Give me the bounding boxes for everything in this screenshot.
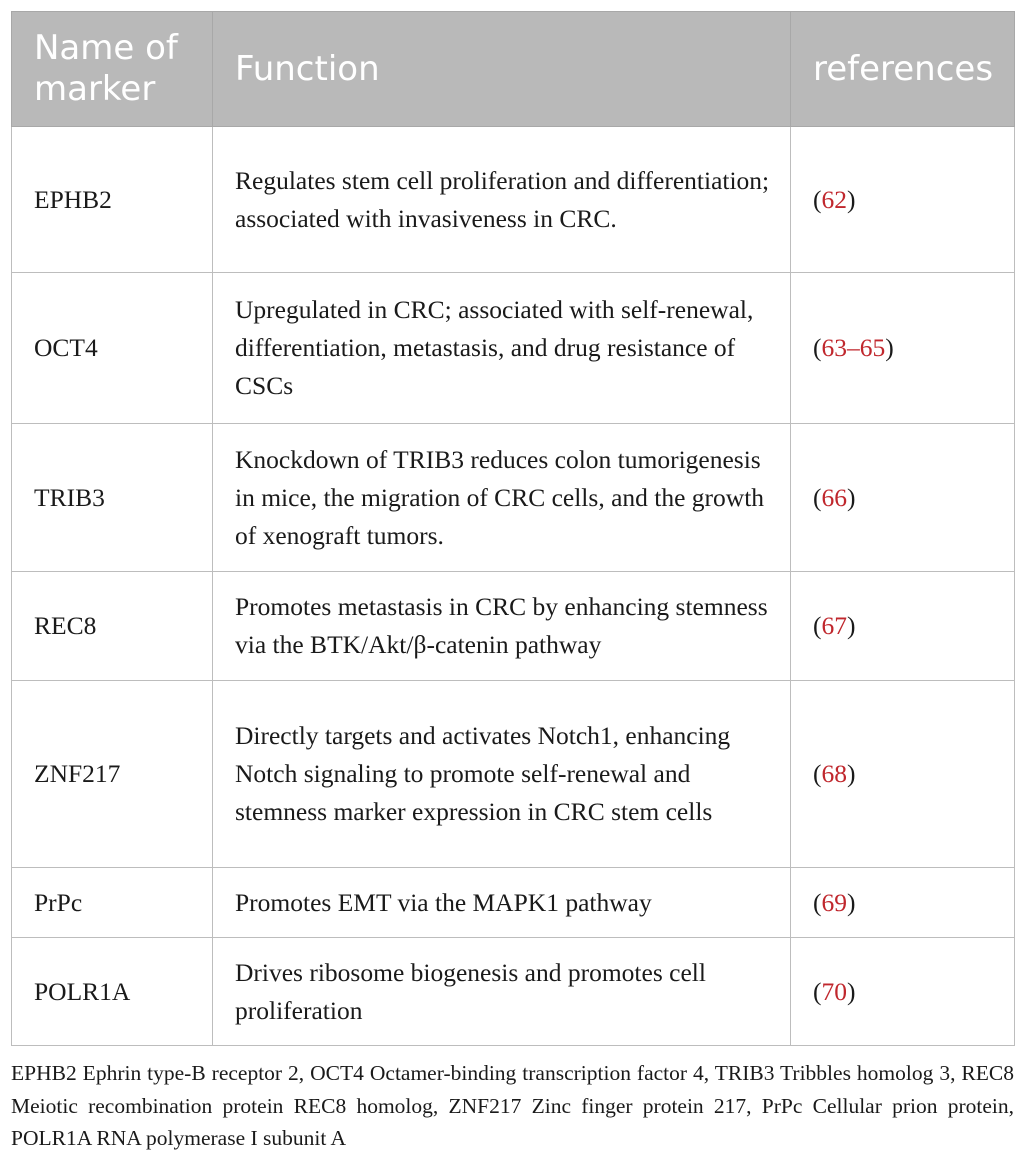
reference-cell <box>791 572 1015 681</box>
reference-link[interactable]: 67 <box>821 611 847 640</box>
ref-open-paren: ( <box>813 759 822 788</box>
ref-open-paren: ( <box>813 611 822 640</box>
reference-cell <box>791 273 1015 424</box>
ref-close-paren: ) <box>847 482 856 512</box>
marker-cell: OCT4 <box>12 273 213 424</box>
reference-link[interactable]: 62 <box>821 184 847 214</box>
header-function: Function <box>213 12 791 127</box>
ref-open-paren: ( <box>813 887 822 917</box>
marker-cell: ZNF217 <box>12 681 213 868</box>
ref-open-paren: ( <box>813 333 822 362</box>
table-row <box>12 938 1015 1046</box>
ref-close-paren: ) <box>847 611 856 640</box>
table-row <box>12 572 1015 681</box>
marker-cell: EPHB2 <box>12 127 213 273</box>
reference-link[interactable]: 69 <box>821 887 847 917</box>
marker-table <box>11 11 1015 1046</box>
ref-close-paren: ) <box>885 333 894 362</box>
table-row <box>12 681 1015 868</box>
ref-open-paren: ( <box>813 976 822 1006</box>
reference-cell <box>791 681 1015 868</box>
table-header <box>12 12 1015 127</box>
reference-link[interactable]: 63–65 <box>821 333 886 362</box>
reference-link[interactable]: 68 <box>821 759 847 788</box>
function-cell: Promotes EMT via the MAPK1 pathway <box>213 868 791 938</box>
table-row <box>12 868 1015 938</box>
header-row <box>12 12 1015 127</box>
reference-cell <box>791 127 1015 273</box>
marker-cell: REC8 <box>12 572 213 681</box>
function-cell: Upregulated in CRC; associated with self-renewal, differentiation, metastasis, and drug resistance of CSCs <box>213 273 791 424</box>
marker-cell: POLR1A <box>12 938 213 1046</box>
ref-close-paren: ) <box>847 976 856 1006</box>
marker-cell: TRIB3 <box>12 424 213 572</box>
header-references: references <box>791 12 1015 127</box>
marker-cell: PrPc <box>12 868 213 938</box>
table-footnote: EPHB2 Ephrin type-B receptor 2, OCT4 Octamer-binding transcription factor 4, TRIB3 Tribbles homolog 3, REC8 Meiotic recombination protein REC8 homolog, ZNF217 Zinc finger protein 217, PrPc Cellular prion protein, POLR1A RNA polymerase I subunit A <box>11 1061 1014 1150</box>
table-row <box>12 424 1015 572</box>
function-cell: Directly targets and activates Notch1, enhancing Notch signaling to promote self-renewal and stemness marker expression in CRC stem cells <box>213 681 791 868</box>
function-cell: Knockdown of TRIB3 reduces colon tumorigenesis in mice, the migration of CRC cells, and the growth of xenograft tumors. <box>213 424 791 572</box>
reference-link[interactable]: 66 <box>821 482 847 512</box>
reference-cell <box>791 938 1015 1046</box>
ref-close-paren: ) <box>847 184 856 214</box>
ref-open-paren: ( <box>813 184 822 214</box>
reference-cell <box>791 424 1015 572</box>
ref-open-paren: ( <box>813 482 822 512</box>
header-name-of-marker: Name of marker <box>12 12 213 127</box>
table-row <box>12 127 1015 273</box>
table-body <box>12 127 1015 1046</box>
function-cell: Regulates stem cell proliferation and differentiation; associated with invasiveness in CRC. <box>213 127 791 273</box>
reference-link[interactable]: 70 <box>821 976 847 1006</box>
table-row <box>12 273 1015 424</box>
ref-close-paren: ) <box>847 759 856 788</box>
function-cell: Drives ribosome biogenesis and promotes cell proliferation <box>213 938 791 1046</box>
ref-close-paren: ) <box>847 887 856 917</box>
function-cell: Promotes metastasis in CRC by enhancing stemness via the BTK/Akt/β-catenin pathway <box>213 572 791 681</box>
reference-cell <box>791 868 1015 938</box>
marker-table-container <box>11 11 1014 1046</box>
